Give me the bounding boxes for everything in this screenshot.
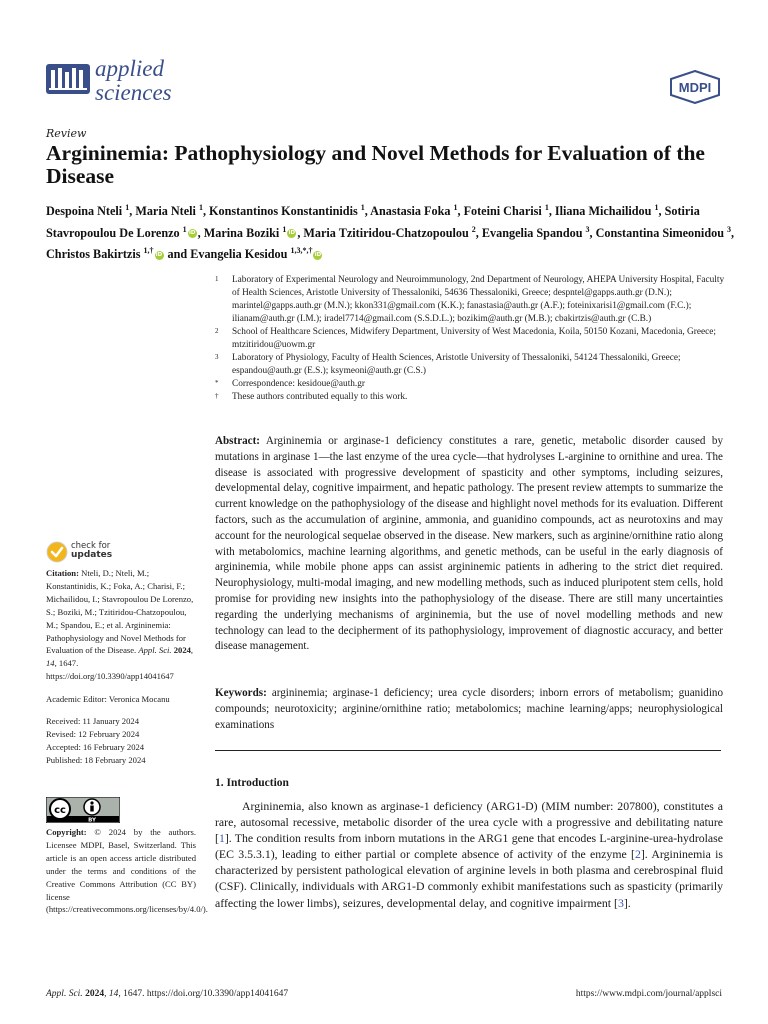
date-accepted: Accepted: 16 February 2024 <box>46 741 145 752</box>
date-revised: Revised: 12 February 2024 <box>46 728 140 739</box>
page-title: Argininemia: Pathophysiology and Novel Methods for Evaluation of the Disease <box>46 141 705 188</box>
mdpi-logo-icon <box>669 70 721 104</box>
affiliation-item: 1 Laboratory of Experimental Neurology and Neuroimmunology, 2nd Department of Neurology, AHEPA University Hospital, Faculty of Health Sciences, Aristotle University of Thessaloniki, 54636 Thessaloniki, Greece; despntel@gapps.auth.gr (D.N.); marintel@gapps.auth.gr (M.N.); kkon331@gmail.com (K.K.); fanastasia@auth.gr (A.F.); foteinixarisi1@gmail.com (F.C.); ilianam@auth.gr (I.M.); iradel7714@gmail.com (S.S.D.L.); bozikim@auth.gr (M.B.); cbakirtzis@auth.gr (C.B.) <box>215 275 725 324</box>
dates <box>46 715 198 767</box>
citation-doi-link[interactable]: https://doi.org/10.3390/app14041647 <box>46 671 174 682</box>
journal-logo-icon <box>46 60 90 98</box>
footer-journal-link[interactable]: https://www.mdpi.com/journal/applsci <box>575 989 722 999</box>
sidebar <box>46 567 198 767</box>
date-received: Received: 11 January 2024 <box>46 716 139 727</box>
divider <box>215 750 721 751</box>
academic-editor: Academic Editor: Veronica Mocanu <box>46 693 170 704</box>
abstract-label: Abstract: <box>215 435 260 447</box>
article-type: Review <box>46 127 87 140</box>
keywords-text: argininemia; arginase-1 deficiency; urea cycle disorders; inborn errors of metabolism; guanidino compounds; neurotoxicity; arginine/ornithine ratio; metabolomics; machine learning/apps; neurophysiological examinations <box>215 687 723 731</box>
keywords <box>215 686 723 733</box>
introduction-paragraph: Argininemia, also known as arginase-1 deficiency (ARG1-D) (MIM number: 207800), constitutes a rare, autosomal recessive, metabolic disorder of the urea cycle with a progressive and debilitating nature [1]. The condition results from inborn mutations in the ARG1 gene that encodes L-arginine-urea-hydrolase (EC 3.5.3.1), leading to either partial or complete absence of activity of the enzyme [2]. Argininemia is characterized by persistent pathological elevation of arginine levels in both plasma and cerebrospinal fluid (CSF). Clinically, individuals with ARG1-D commonly exhibit manifestations such as spasticity (primarily affecting the lower limbs), seizures, developmental delay, and cognitive impairment [3]. <box>215 799 723 910</box>
citation: Citation: Nteli, D.; Nteli, M.; Konstantinidis, K.; Foka, A.; Charisi, F.; Michailidou, I.; Stavropoulou De Lorenzo, S.; Boziki, M.; Tzitiridou-Chatzopoulou, M.; Spandou, E.; et al. Argininemia: Pathophysiology and Novel Methods for Evaluation of the Disease. Appl. Sci. 2024, 14, 1647. https://doi.org/10.3390/app14041647 <box>46 568 194 682</box>
abstract-text: Argininemia or arginase-1 deficiency constitutes a rare, genetic, metabolic disorder caused by mutations in arginase 1—the last enzyme of the urea cycle—that hydrolyses L-arginine to ornithine and urea. The disease is associated with progressive development of spasticity and other symptoms, including seizures, developmental delay, cognitive impairment, and hepatic pathology. The present review attempts to summarize the current knowledge on the pathophysiology of the disease and highlight novel methods for its evaluation. Different factors, such as the accumulation of arginine, ammonia, and guanidino compounds, act as neurotoxins and may account for the neurological sequelae observed in the disease. New markers, such as arginine/ornithine ratio along with metabolomics, machine learning algorithms, and genetic methods, can be useful in the early diagnosis of argininemia, while mobile phone apps can assist argininemic patients in adhering to the strict diet required. Neurophysiology, multi-modal imaging, and new modelling methods, such as induced pluripotent stem cells, hold promise for providing new insights into the pathophysiology of the disease. There are still many uncertainties regarding the underlying mechanisms of argininemia, but the use of novel modelling methods and new technology can lead to the decipherment of its pathophysiology, improvement of diagnostic accuracy, and better disease management. <box>215 435 723 653</box>
check-for-updates-button[interactable] <box>46 540 156 564</box>
publisher-label: MDPI <box>678 80 712 95</box>
svg-text:cc: cc <box>54 805 66 816</box>
author-list: Despoina Nteli $^1$, Maria Nteli $^1$, Konstantinos Konstantinidis $^1$, Anastasia Foka $^1$, Foteini Charisi $^1$, Iliana Michailidou $^1$, Sotiria Stavropoulou De Lorenzo $^1$ iD , Marina Boziki $^1$ iD , Maria Tzitiridou-Chatzopoulou $^2$, Evangelia Spandou $^3$, Constantina Simeonidou $^3$, Christos Bakirtzis $^{1,\dagger}$ iD and Evangelia Kesidou $^{1,3,*,\dagger}$ iD <box>46 203 735 262</box>
keywords-label: Keywords: <box>215 687 267 699</box>
affiliations <box>215 274 725 404</box>
affiliation-item: 3 Laboratory of Physiology, Faculty of Health Sciences, Aristotle University of Thessaloniki, 54124 Thessaloniki, Greece; espandou@auth.gr (E.S.); ksymeoni@auth.gr (C.S.) <box>215 353 681 376</box>
check-updates-label: check for updates <box>71 541 113 560</box>
copyright: Copyright: © 2024 by the authors. Licensee MDPI, Basel, Switzerland. This article is an open access article distributed under the terms and conditions of the Creative Commons Attribution (CC BY) license (https://creativecommons.org/licenses/by/4.0/). <box>46 827 208 915</box>
equal-contribution-note: † These authors contributed equally to this work. <box>215 392 408 402</box>
date-published: Published: 18 February 2024 <box>46 754 146 765</box>
cc-by-license-icon[interactable] <box>46 797 120 823</box>
abstract <box>215 434 723 655</box>
correspondence: * Correspondence: kesidoue@auth.gr <box>215 379 365 389</box>
section-heading: 1. Introduction <box>215 777 289 789</box>
affiliation-item: 2 School of Healthcare Sciences, Midwifery Department, University of West Macedonia, Koila, 50150 Kozani, Macedonia, Greece; mtzitiridou@uowm.gr <box>215 327 716 350</box>
svg-text:BY: BY <box>88 817 96 823</box>
footer-citation: Appl. Sci. 2024, 14, 1647. https://doi.org/10.3390/app14041647 <box>46 989 289 999</box>
check-updates-icon <box>46 541 68 563</box>
journal-name: applied sciences <box>95 56 172 105</box>
